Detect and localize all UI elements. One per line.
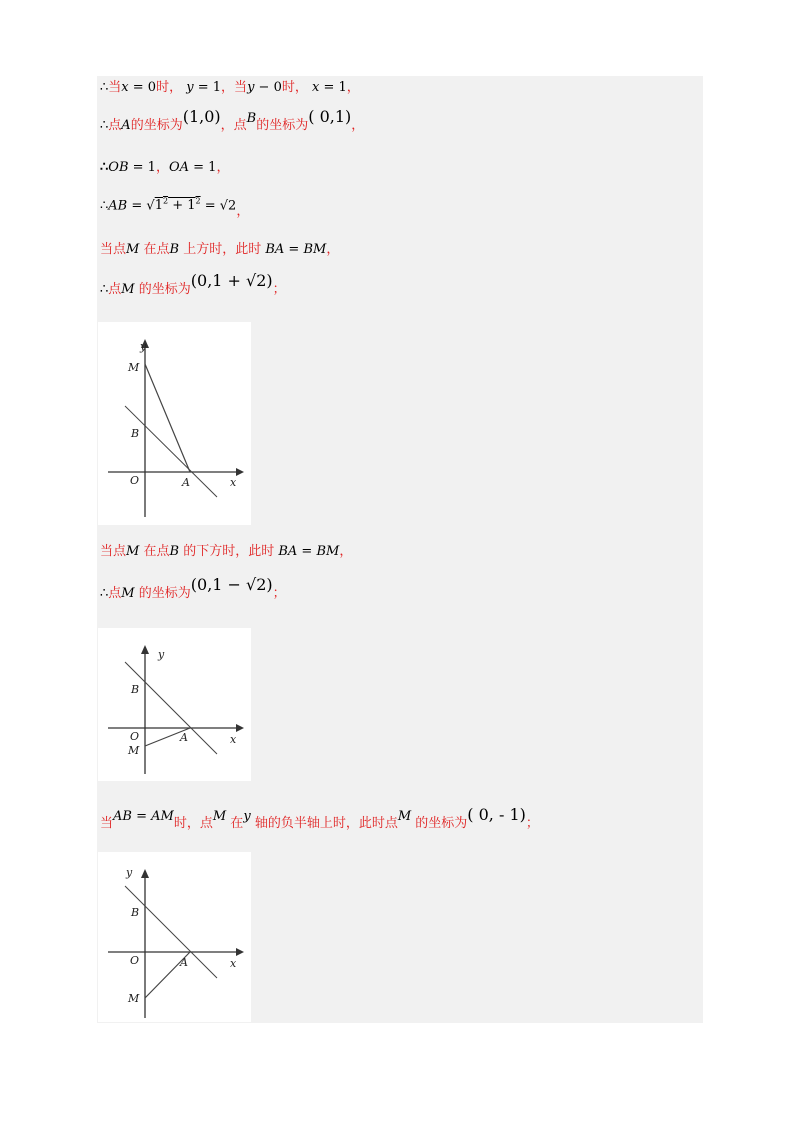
line-1: ∴当x = 0时， y = 1，当y − 0时， x = 1，	[100, 80, 360, 95]
label-a: A	[182, 476, 190, 489]
figure-3	[98, 852, 251, 1022]
line-7: 当点M 在点B 的下方时，此时 BA = BM，	[100, 544, 353, 559]
line-8: ∴点M 的坐标为(0,1 − √2)；	[100, 575, 286, 601]
figure-2	[98, 628, 251, 781]
label-b: B	[131, 683, 140, 696]
x-axis-arrow	[236, 948, 244, 956]
y-axis-arrow	[141, 869, 149, 878]
figure-3-graph	[98, 852, 251, 1022]
x-axis-arrow	[236, 724, 244, 732]
label-y: y	[126, 866, 133, 879]
line-9: 当AB = AM时，点M 在y 轴的负半轴上时，此时点M 的坐标为( 0, - 1)；	[100, 805, 539, 831]
label-y: y	[158, 648, 165, 661]
line-2: ∴点A的坐标为(1,0)，点B的坐标为( 0,1)，	[100, 107, 365, 133]
segment-ma	[145, 364, 190, 472]
label-m: M	[128, 744, 140, 757]
label-y: y	[140, 340, 147, 353]
x-axis-arrow	[236, 468, 244, 476]
label-m: M	[128, 361, 140, 374]
y-axis-arrow	[141, 645, 149, 654]
label-x: x	[230, 733, 237, 746]
label-o: O	[130, 474, 140, 487]
figure-1	[98, 322, 251, 525]
label-x: x	[230, 957, 237, 970]
label-m: M	[128, 992, 140, 1005]
label-a: A	[180, 956, 188, 969]
label-b: B	[131, 906, 140, 919]
label-b: B	[131, 427, 140, 440]
line-5: 当点M 在点B 上方时，此时 BA = BM，	[100, 242, 340, 257]
label-x: x	[230, 476, 237, 489]
label-o: O	[130, 730, 140, 743]
figure-1-graph	[98, 322, 251, 525]
figure-2-graph	[98, 628, 251, 781]
line-4: ∴AB = $√1^2 + 1^2 = √2$，	[100, 197, 250, 220]
line-3: ∴OB = 1，OA = 1，	[100, 160, 230, 175]
line-6: ∴点M 的坐标为(0,1 + √2)；	[100, 271, 286, 297]
label-a: A	[180, 731, 188, 744]
label-o: O	[130, 954, 140, 967]
